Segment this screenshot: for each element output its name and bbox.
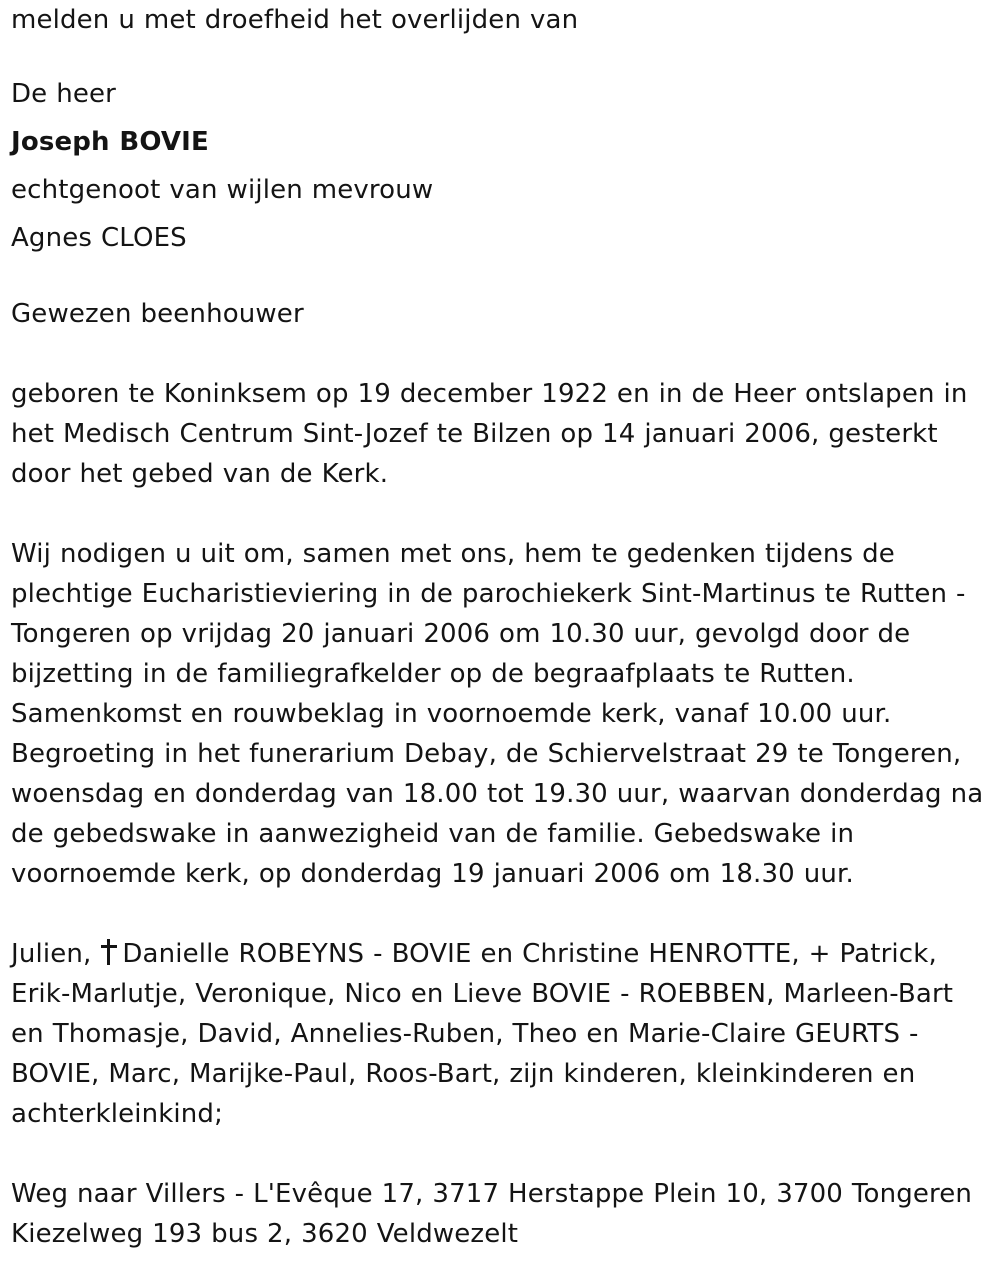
deceased-title: De heer	[11, 79, 116, 109]
paragraph-line: woensdag en donderdag van 18.00 tot 19.30 uur, waarvan donderdag na	[11, 779, 984, 809]
paragraph-line: door het gebed van de Kerk.	[11, 459, 389, 489]
paragraph-line: Samenkomst en rouwbeklag in voornoemde kerk, vanaf 10.00 uur.	[11, 699, 892, 729]
paragraph-line: Begroeting in het funerarium Debay, de Schiervelstraat 29 te Tongeren,	[11, 739, 962, 769]
paragraph-line: BOVIE, Marc, Marijke-Paul, Roos-Bart, zijn kinderen, kleinkinderen en	[11, 1059, 916, 1089]
spacer	[11, 262, 996, 294]
family-first-name: Julien,	[11, 939, 92, 969]
paragraph-line: plechtige Eucharistieviering in de parochiekerk Sint-Martinus te Rutten -	[11, 579, 966, 609]
address-line: Weg naar Villers - L'Evêque 17, 3717 Herstappe Plein 10, 3700 Tongeren	[11, 1179, 973, 1209]
deceased-name: Joseph BOVIE	[11, 127, 209, 157]
paragraph-line	[11, 934, 996, 974]
paragraph-line: Erik-Marlutje, Veronique, Nico en Lieve BOVIE - ROEBBEN, Marleen-Bart	[11, 979, 954, 1009]
deceased-relation: echtgenoot van wijlen mevrouw	[11, 175, 434, 205]
paragraph-line: achterkleinkind;	[11, 1099, 223, 1129]
address-line: Kiezelweg 193 bus 2, 3620 Veldwezelt	[11, 1219, 519, 1249]
spacer	[11, 1134, 996, 1174]
birth-death-paragraph	[11, 374, 996, 494]
paragraph-line: Wij nodigen u uit om, samen met ons, hem te gedenken tijdens de	[11, 539, 895, 569]
paragraph-line: Tongeren op vrijdag 20 januari 2006 om 10.30 uur, gevolgd door de	[11, 619, 911, 649]
paragraph-line: voornoemde kerk, op donderdag 19 januari 2006 om 18.30 uur.	[11, 859, 854, 889]
family-paragraph	[11, 934, 996, 1134]
paragraph-line: de gebedswake in aanwezigheid van de familie. Gebedswake in	[11, 819, 855, 849]
ceremony-paragraph	[11, 534, 996, 894]
intro-text: melden u met droefheid het overlijden van	[11, 5, 579, 35]
profession-text: Gewezen beenhouwer	[11, 299, 304, 329]
paragraph-line: en Thomasje, David, Annelies-Ruben, Theo en Marie-Claire GEURTS -	[11, 1019, 919, 1049]
paragraph-line: geboren te Koninksem op 19 december 1922 en in de Heer ontslapen in	[11, 379, 968, 409]
spacer	[11, 494, 996, 534]
family-first-line-rest: Danielle ROBEYNS - BOVIE en Christine HENROTTE, + Patrick,	[122, 939, 937, 969]
addresses-paragraph	[11, 1174, 996, 1254]
paragraph-line: bijzetting in de familiegrafkelder op de begraafplaats te Rutten.	[11, 659, 855, 689]
paragraph-line: het Medisch Centrum Sint-Jozef te Bilzen op 14 januari 2006, gesterkt	[11, 419, 938, 449]
spacer	[11, 894, 996, 934]
obituary-document	[11, 0, 996, 1254]
spacer	[11, 334, 996, 374]
spouse-name: Agnes CLOES	[11, 223, 187, 253]
cross-icon	[100, 939, 118, 965]
